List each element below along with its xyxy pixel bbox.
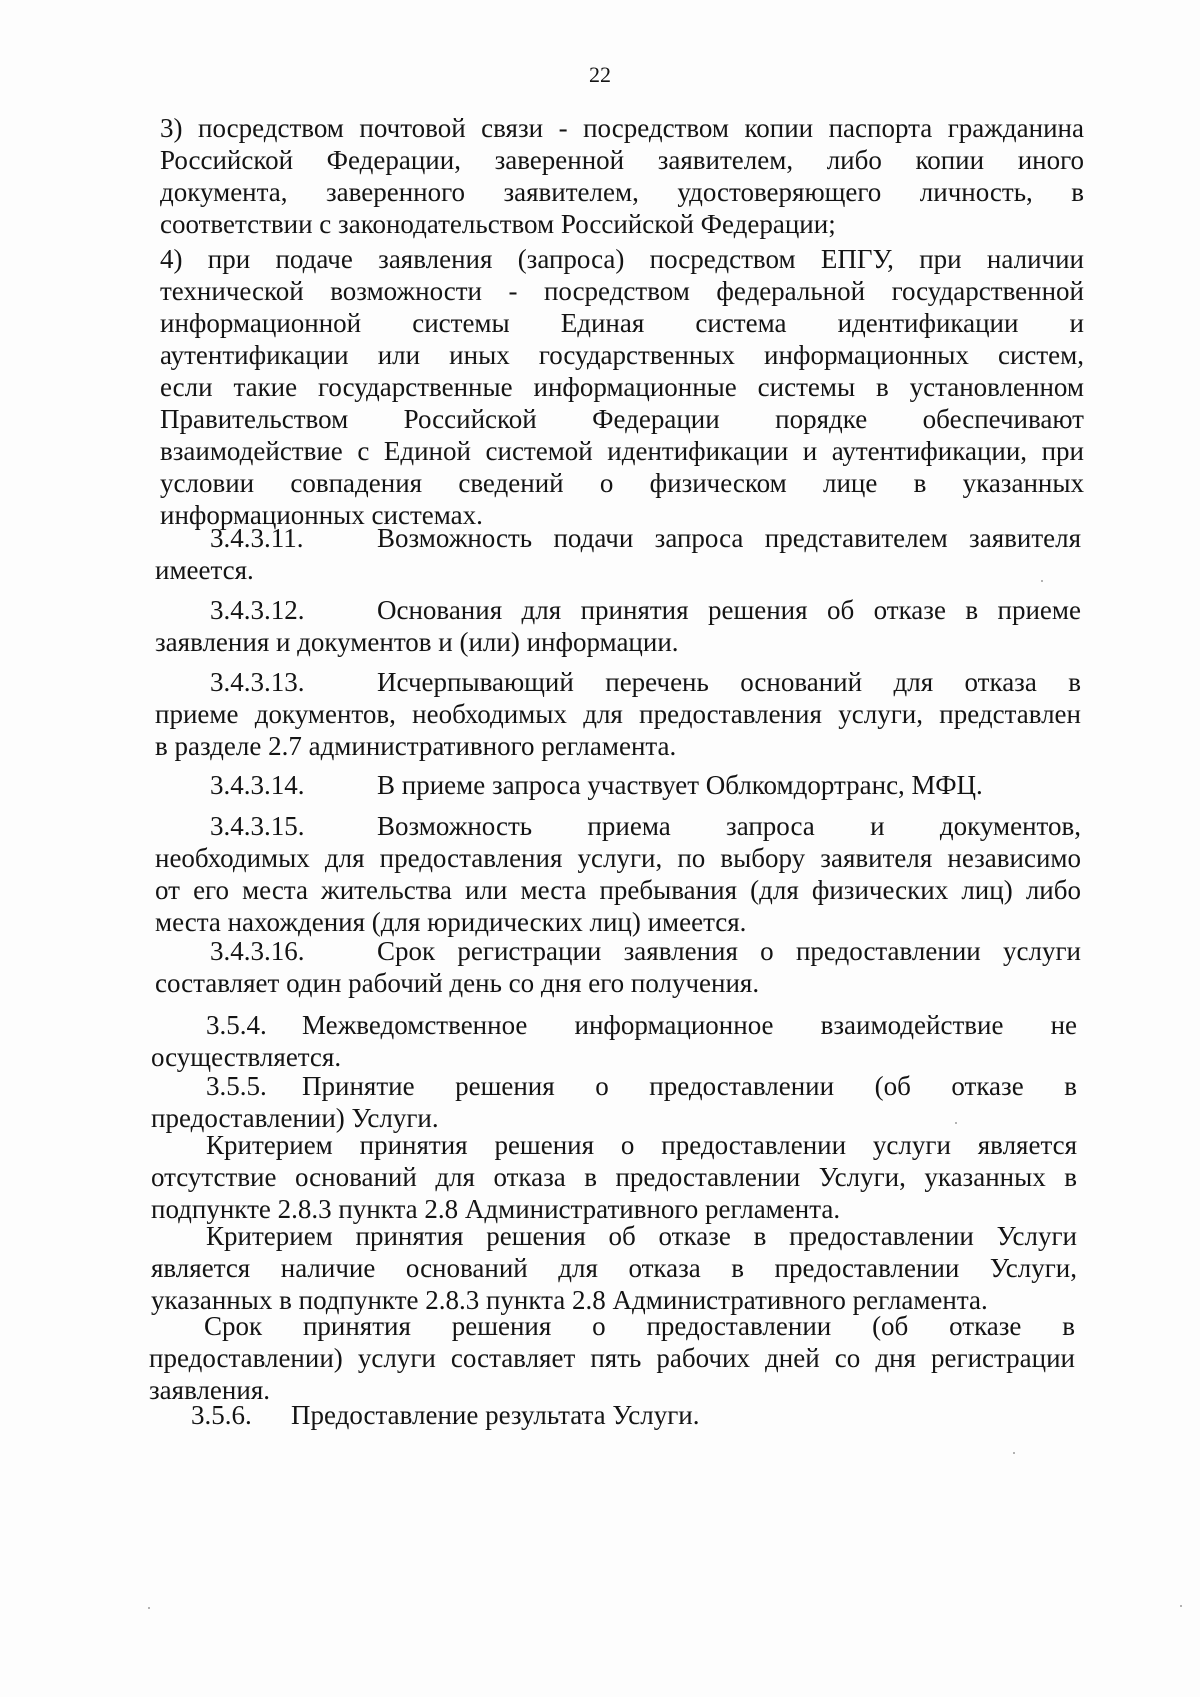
text-line: необходимых для предоставления услуги, по выбору заявителя независимо	[155, 843, 1081, 873]
clause-3-5-5	[151, 1070, 1077, 1134]
scan-speck	[1180, 1605, 1182, 1607]
clause-3-5-4	[151, 1009, 1077, 1073]
text-line: 3) посредством почтовой связи - посредством копии паспорта гражданина	[160, 113, 1084, 143]
text-line: указанных в подпункте 2.8.3 пункта 2.8 Административного регламента.	[151, 1285, 988, 1315]
text-line: подпункте 2.8.3 пункта 2.8 Административного регламента.	[151, 1194, 841, 1224]
text-line	[155, 594, 1081, 626]
text-line: Критерием принятия решения о предоставлении услуги является	[206, 1130, 1077, 1160]
scan-speck	[1013, 1452, 1015, 1454]
text-line: Правительством Российской Федерации порядке обеспечивают	[160, 404, 1084, 434]
item-3-paragraph	[160, 112, 1084, 240]
text-line: документа, заверенного заявителем, удостоверяющего личность, в	[160, 177, 1084, 207]
clause-number: 3.4.3.14.	[210, 770, 305, 800]
clause-text: Принятие решения о предоставлении (об отказе в	[302, 1071, 1077, 1101]
page-number: 22	[589, 62, 611, 87]
clause-3-4-3-13	[155, 666, 1081, 762]
text-line: аутентификации или иных государственных информационных систем,	[160, 340, 1084, 370]
text-line: предоставлении) Услуги.	[151, 1103, 439, 1133]
clause-number: 3.4.3.16.	[210, 936, 305, 966]
scan-speck	[955, 1122, 957, 1124]
clause-text: Исчерпывающий перечень оснований для отказа в	[377, 667, 1081, 697]
scan-speck	[1041, 580, 1043, 582]
clause-number: 3.4.3.11.	[210, 523, 304, 553]
text-line	[155, 666, 1081, 698]
text-line: Срок принятия решения о предоставлении (об отказе в	[204, 1311, 1075, 1341]
text-line	[155, 810, 1081, 842]
text-line: предоставлении) услуги составляет пять рабочих дней со дня регистрации	[149, 1343, 1075, 1373]
text-line: приеме документов, необходимых для предоставления услуги, представлен	[155, 699, 1081, 729]
clause-text: В приеме запроса участвует Облкомдортранс, МФЦ.	[377, 770, 983, 800]
clause-3-4-3-12	[155, 594, 1081, 658]
text-line: Критерием принятия решения об отказе в предоставлении Услуги	[206, 1221, 1077, 1251]
text-line	[155, 935, 1081, 967]
clause-3-4-3-16	[155, 935, 1081, 999]
clause-text: Предоставление результата Услуги.	[291, 1400, 700, 1430]
text-line: Российской Федерации, заверенной заявителем, либо копии иного	[160, 145, 1084, 175]
text-line	[151, 1009, 1077, 1041]
text-line: взаимодействие с Единой системой идентификации и аутентификации, при	[160, 436, 1084, 466]
text-line	[155, 522, 1081, 554]
clause-text: Возможность приема запроса и документов,	[377, 811, 1081, 841]
text-line	[149, 1399, 1075, 1431]
clause-3-4-3-14	[155, 769, 1081, 801]
clause-text: Возможность подачи запроса представителем заявителя	[377, 523, 1081, 553]
text-line: информационных системах.	[160, 500, 483, 530]
item-4-paragraph	[160, 243, 1084, 531]
text-line: имеется.	[155, 555, 254, 585]
clause-number: 3.5.4.	[206, 1010, 267, 1040]
text-line: места нахождения (для юридических лиц) имеется.	[155, 907, 747, 937]
text-line: условии совпадения сведений о физическом лице в указанных	[160, 468, 1084, 498]
clause-number: 3.4.3.15.	[210, 811, 305, 841]
text-line: осуществляется.	[151, 1042, 342, 1072]
clause-3-5-6	[149, 1399, 1075, 1431]
text-line: в разделе 2.7 административного регламента.	[155, 731, 677, 761]
clause-text: Срок регистрации заявления о предоставлении услуги	[377, 936, 1081, 966]
text-line	[155, 769, 1081, 801]
clause-text: Основания для принятия решения об отказе в приеме	[377, 595, 1081, 625]
text-line: составляет один рабочий день со дня его получения.	[155, 968, 760, 998]
text-line: является наличие оснований для отказа в предоставлении Услуги,	[151, 1253, 1077, 1283]
clause-text: Межведомственное информационное взаимодействие не	[302, 1010, 1077, 1040]
clause-number: 3.4.3.13.	[210, 667, 305, 697]
text-line: от его места жительства или места пребывания (для физических лиц) либо	[155, 875, 1081, 905]
text-line: соответствии с законодательством Российской Федерации;	[160, 209, 836, 239]
clause-3-4-3-15	[155, 810, 1081, 938]
text-line: заявления и документов и (или) информации.	[155, 627, 679, 657]
clause-number: 3.5.6.	[191, 1400, 252, 1430]
text-line: 4) при подаче заявления (запроса) посредством ЕПГУ, при наличии	[160, 244, 1084, 274]
paragraph-criterion-grant	[151, 1129, 1077, 1225]
text-line	[151, 1070, 1077, 1102]
scan-speck	[148, 1607, 150, 1609]
text-line: если такие государственные информационные системы в установленном	[160, 372, 1084, 402]
text-line: отсутствие оснований для отказа в предоставлении Услуги, указанных в	[151, 1162, 1077, 1192]
text-line: заявления.	[149, 1375, 270, 1405]
text-line: технической возможности - посредством федеральной государственной	[160, 276, 1084, 306]
clause-3-4-3-11	[155, 522, 1081, 586]
text-line: информационной системы Единая система идентификации и	[160, 308, 1084, 338]
clause-number: 3.4.3.12.	[210, 595, 305, 625]
paragraph-decision-term	[149, 1310, 1075, 1406]
paragraph-criterion-refuse	[151, 1220, 1077, 1316]
clause-number: 3.5.5.	[206, 1071, 267, 1101]
